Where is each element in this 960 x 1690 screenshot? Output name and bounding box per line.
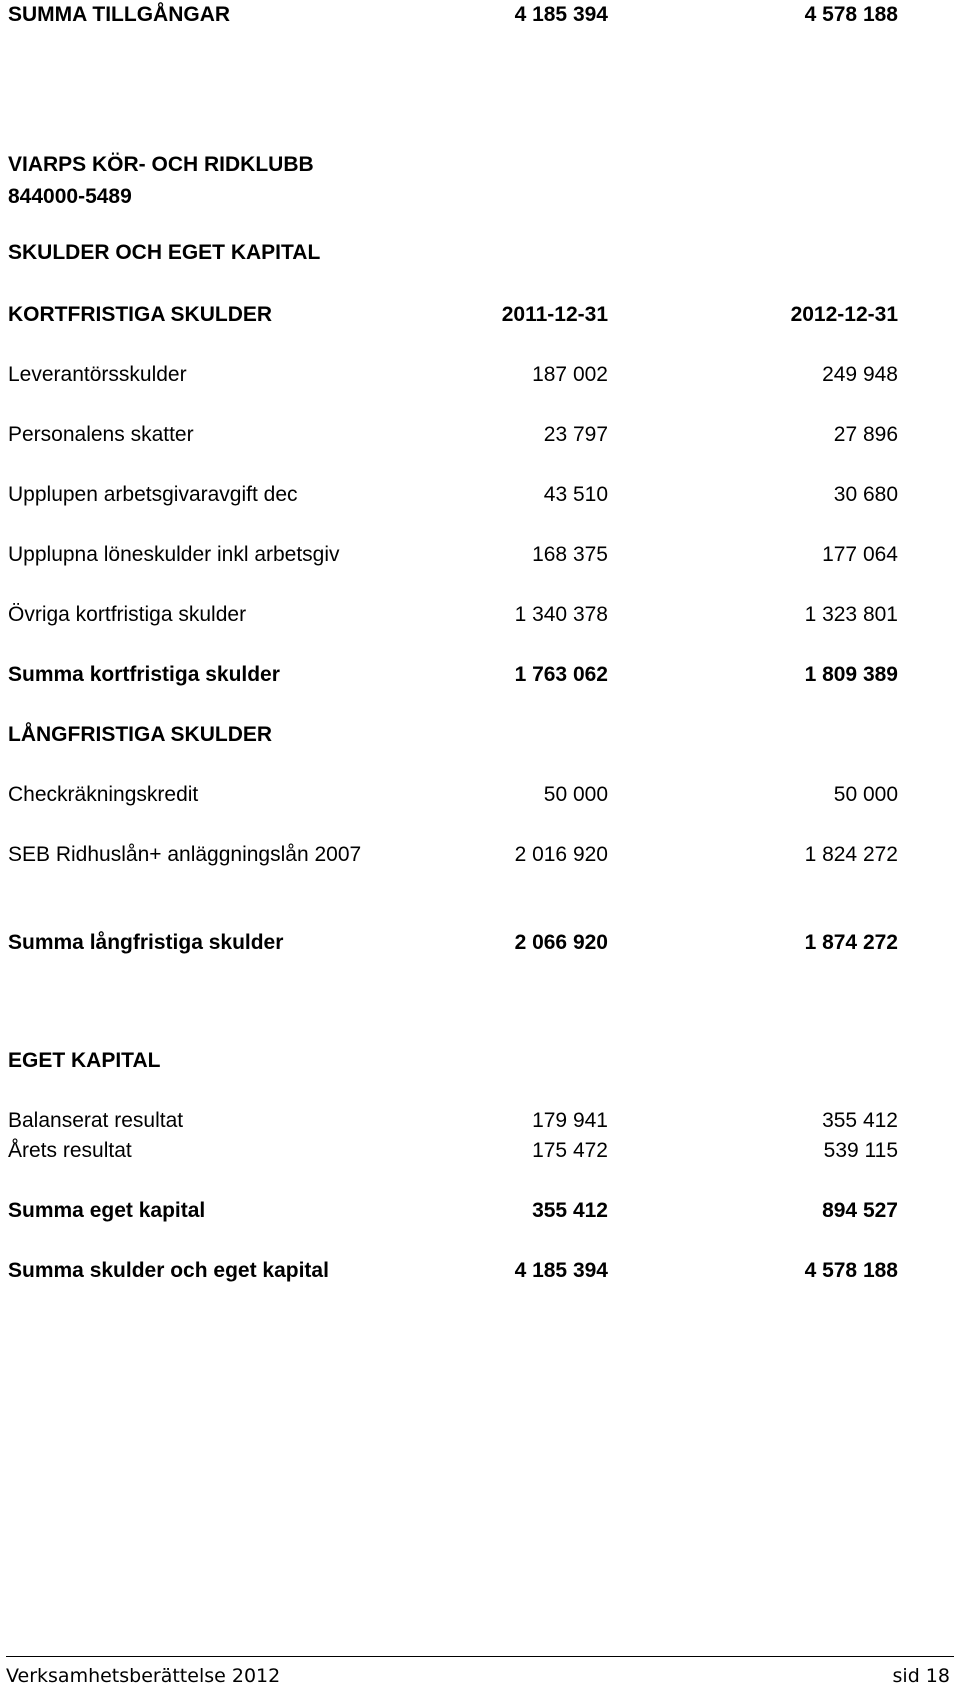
table-row <box>8 780 898 810</box>
table-row <box>8 360 898 390</box>
row-label: Årets resultat <box>8 1139 132 1162</box>
value-2012: 27 896 <box>833 423 898 446</box>
table-row <box>8 480 898 510</box>
row-label: Övriga kortfristiga skulder <box>8 603 247 626</box>
summa-langfristiga-row <box>8 928 898 958</box>
footer-title: Verksamhetsberättelse 2012 <box>6 1665 281 1687</box>
value-2012: 1 824 272 <box>804 843 898 866</box>
row-label: Summa kortfristiga skulder <box>8 663 280 686</box>
value-2011: 43 510 <box>543 483 608 506</box>
row-label: Upplupna löneskulder inkl arbetsgiv <box>8 543 340 566</box>
page-number: sid 18 <box>892 1665 950 1687</box>
table-row <box>8 600 898 630</box>
value-2011: 168 375 <box>532 543 608 566</box>
section-heading: EGET KAPITAL <box>8 1049 161 1072</box>
table-row <box>8 540 898 570</box>
section-title: SKULDER OCH EGET KAPITAL <box>8 241 321 264</box>
value-2012: 1 874 272 <box>804 931 898 954</box>
value-2011: 4 185 394 <box>514 1259 608 1282</box>
value-2011: 355 412 <box>532 1199 608 1222</box>
org-name: VIARPS KÖR- OCH RIDKLUBB <box>8 153 314 176</box>
value-2012: 177 064 <box>822 543 898 566</box>
value-2012: 249 948 <box>822 363 898 386</box>
value-2012: 539 115 <box>823 1139 898 1162</box>
row-label: Summa skulder och eget kapital <box>8 1259 329 1282</box>
table-row <box>8 1106 898 1136</box>
table-row <box>8 1136 898 1166</box>
date-column-1: 2011-12-31 <box>501 303 608 326</box>
table-row <box>8 420 898 450</box>
value-2011: 50 000 <box>543 783 608 806</box>
table-row <box>8 840 898 870</box>
value-2011: 1 763 062 <box>514 663 608 686</box>
row-label: Upplupen arbetsgivaravgift dec <box>8 483 298 506</box>
value-2011: 179 941 <box>532 1109 608 1132</box>
row-label: Summa långfristiga skulder <box>8 931 284 954</box>
value-2011: 4 185 394 <box>514 3 608 26</box>
page-footer <box>6 1664 950 1688</box>
date-column-2: 2012-12-31 <box>790 303 898 326</box>
value-2011: 2 016 920 <box>514 843 608 866</box>
kortfristiga-header-row <box>8 300 898 330</box>
summa-eget-kapital-row <box>8 1196 898 1226</box>
value-2011: 175 472 <box>532 1139 608 1162</box>
footer-divider <box>6 1656 954 1657</box>
summa-tillgangar-row <box>8 0 898 30</box>
value-2012: 1 809 389 <box>804 663 898 686</box>
org-number: 844000-5489 <box>8 185 132 208</box>
summa-kortfristiga-row <box>8 660 898 690</box>
value-2011: 1 340 378 <box>514 603 608 626</box>
value-2012: 355 412 <box>822 1109 898 1132</box>
row-label: Personalens skatter <box>8 423 194 446</box>
section-heading: LÅNGFRISTIGA SKULDER <box>8 723 273 746</box>
value-2011: 2 066 920 <box>514 931 608 954</box>
row-label: Leverantörsskulder <box>8 363 187 386</box>
row-label: Checkräkningskredit <box>8 783 199 806</box>
value-2012: 30 680 <box>833 483 898 506</box>
value-2012: 4 578 188 <box>804 3 898 26</box>
value-2012: 4 578 188 <box>804 1259 898 1282</box>
row-label: Summa eget kapital <box>8 1199 206 1222</box>
section-heading: KORTFRISTIGA SKULDER <box>8 303 273 326</box>
value-2012: 50 000 <box>833 783 898 806</box>
value-2011: 23 797 <box>543 423 608 446</box>
summa-skulder-eget-kapital-row <box>8 1256 898 1286</box>
value-2012: 1 323 801 <box>804 603 898 626</box>
value-2012: 894 527 <box>822 1199 898 1222</box>
row-label: SUMMA TILLGÅNGAR <box>8 3 231 26</box>
row-label: SEB Ridhuslån+ anläggningslån 2007 <box>8 843 362 866</box>
value-2011: 187 002 <box>532 363 608 386</box>
row-label: Balanserat resultat <box>8 1109 184 1132</box>
